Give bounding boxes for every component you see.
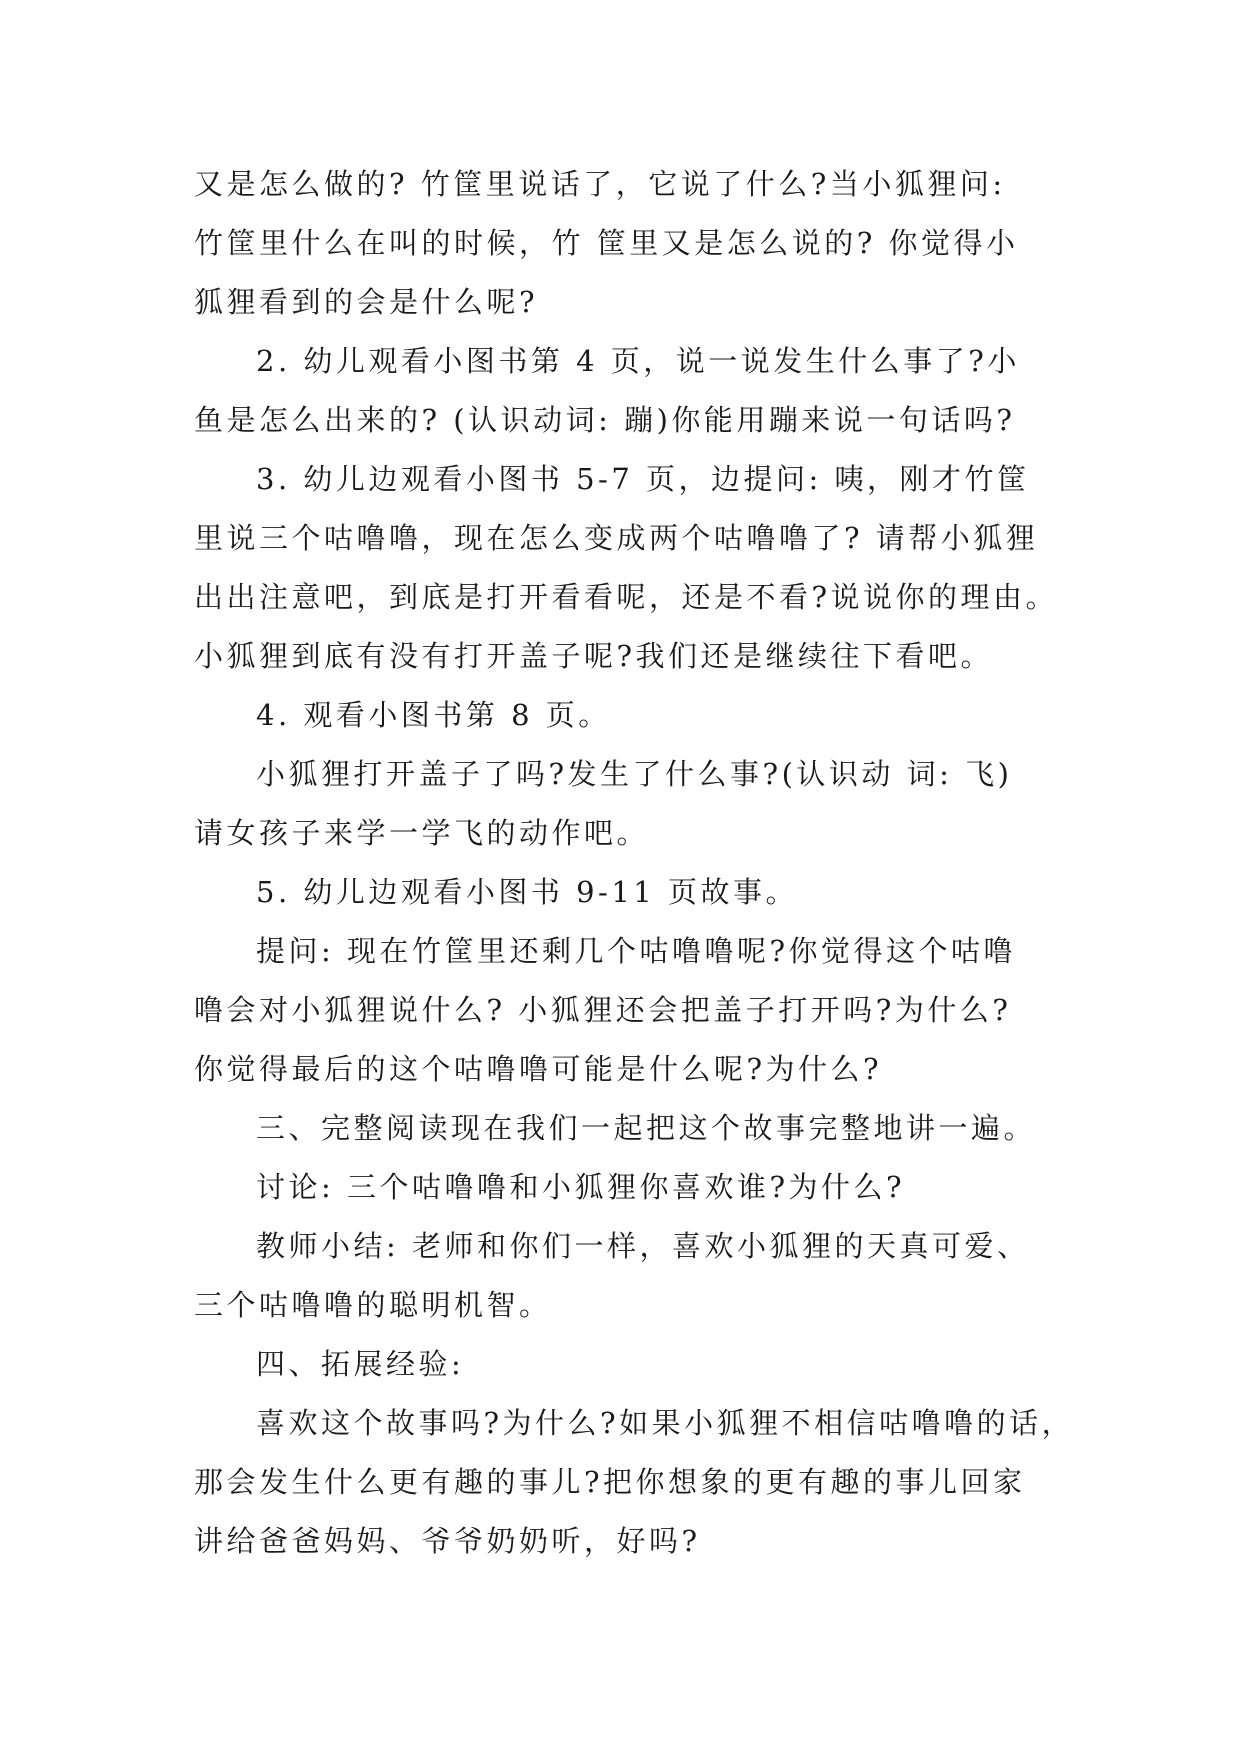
text-line: 提问: 现在竹筐里还剩几个咕噜噜呢?你觉得这个咕噜 xyxy=(256,934,1017,968)
text-line: 那会发生什么更有趣的事儿?把你想象的更有趣的事儿回家 xyxy=(194,1465,1026,1499)
text-line: 三个咕噜噜的聪明机智。 xyxy=(194,1288,552,1322)
text-line: 竹筐里什么在叫的时候，竹 筐里又是怎么说的? 你觉得小 xyxy=(194,226,1019,260)
text-line: 你觉得最后的这个咕噜噜可能是什么呢?为什么? xyxy=(194,1052,883,1086)
text-line: 教师小结: 老师和你们一样，喜欢小狐狸的天真可爱、 xyxy=(256,1229,1030,1263)
text-line: 小狐狸到底有没有打开盖子呢?我们还是继续往下看吧。 xyxy=(194,639,994,673)
text-line: 三、完整阅读现在我们一起把这个故事完整地讲一遍。 xyxy=(256,1111,1037,1145)
text-line: 2. 幼儿观看小图书第 4 页，说一说发生什么事了?小 xyxy=(256,344,1020,378)
text-line: 四、拓展经验: xyxy=(256,1347,465,1381)
text-line: 又是怎么做的? 竹筐里说话了，它说了什么?当小狐狸问: xyxy=(194,167,1006,201)
text-line: 狐狸看到的会是什么呢? xyxy=(194,285,539,319)
text-line: 里说三个咕噜噜，现在怎么变成两个咕噜噜了? 请帮小狐狸 xyxy=(194,521,1039,555)
document-body xyxy=(194,155,1074,1571)
text-line: 出出注意吧，到底是打开看看呢，还是不看?说说你的理由。 xyxy=(194,580,1059,614)
text-line: 5. 幼儿边观看小图书 9-11 页故事。 xyxy=(256,875,798,909)
text-line: 鱼是怎么出来的? (认识动词: 蹦)你能用蹦来说一句话吗? xyxy=(194,403,1016,437)
text-line: 4. 观看小图书第 8 页。 xyxy=(256,698,611,732)
text-line: 小狐狸打开盖子了吗?发生了什么事?(认识动 词: 飞) xyxy=(256,757,1013,791)
text-line: 喜欢这个故事吗?为什么?如果小狐狸不相信咕噜噜的话， xyxy=(256,1406,1075,1440)
text-line: 讲给爸爸妈妈、爷爷奶奶听，好吗? xyxy=(194,1524,701,1558)
text-line: 讨论: 三个咕噜噜和小狐狸你喜欢谁?为什么? xyxy=(256,1170,906,1204)
text-line: 请女孩子来学一学飞的动作吧。 xyxy=(194,816,650,850)
text-line: 噜会对小狐狸说什么? 小狐狸还会把盖子打开吗?为什么? xyxy=(194,993,1012,1027)
text-line: 3. 幼儿边观看小图书 5-7 页，边提问: 咦，刚才竹筐 xyxy=(256,462,1030,496)
